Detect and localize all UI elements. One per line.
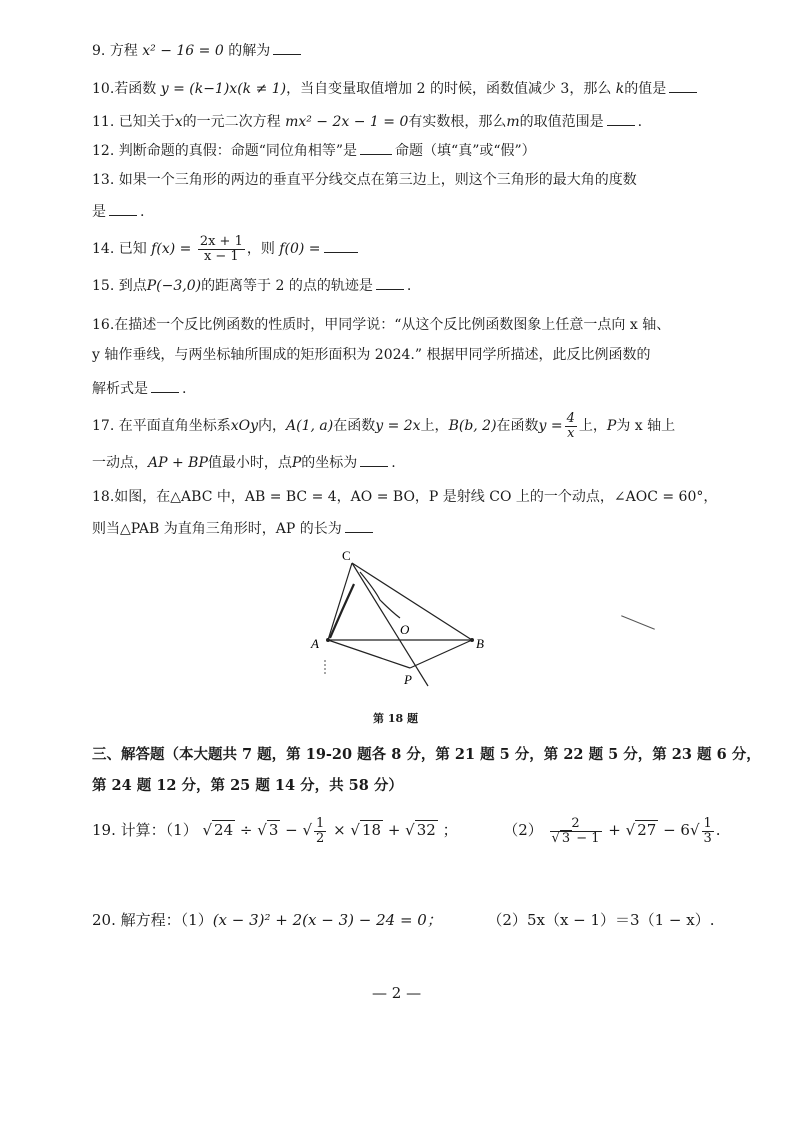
fraction: $\frac{4}{x}$ [566,410,575,441]
segment-pb [410,640,472,668]
answer-blank [273,40,301,55]
question-14: 14. 已知 f(x) = $\frac{2x + 1}{x - 1}$ ，则 f(0) = [92,232,361,266]
question-13: 13. 如果一个三角形的两边的垂直平分线交点在第三边上，则这个三角形的最大角的度数 [92,172,637,188]
section-heading: 三、解答题（本大题共 7 题，第 19-20 题各 8 分，第 21 题 5 分，第 22 题 5 分，第 23 题 6 分， [92,746,761,763]
ray-co [352,563,428,686]
point-b [470,638,474,642]
expression-2: $\frac{2}{√ 3 - 1}$ + √ 27 − 6√ $\frac{1}{3}$ . [551,815,721,846]
question-13-line2: 是 . [92,201,144,222]
label-c: C [342,548,351,563]
fraction: $\frac{2x + 1}{x - 1}$ [199,233,243,264]
answer-blank [151,378,179,393]
label-p: P [404,672,412,687]
question-number: 9. [92,43,106,59]
segment-ca [328,563,352,640]
figure-caption: 第 18 题 [373,712,418,725]
question-19: 19. 计算：（1） √ 24 ÷ √ 3 − √ $\frac{1}{2}$ × √ 18 + √ 32 ； （2） $\frac{2}{√ 3 - 1}$ + √ 27 − 6√ $\frac{1}{3}$ . [92,815,721,846]
question-17: 17. 在平面直角坐标系xOy内，A(1, a)在函数y = 2x上，B(b, 2)在函数y = $\frac{4}{x}$ 上，P为 x 轴上 [92,410,676,441]
question-10: 10.若函数 y = (k−1)x(k ≠ 1)，当自变量取值增加 2 的时候，函数值减少 3，那么 k的值是 [92,78,700,99]
question-16-line3: 解析式是 . [92,378,186,399]
question-12: 12. 判断命题的真假：命题“同位角相等”是 命题（填“真”或“假”） [92,140,536,161]
segment-cb [352,563,472,640]
segment-ap [328,640,410,668]
expression-1: √ 24 ÷ √ 3 − √ $\frac{1}{2}$ × √ 18 + √ 32 ； [202,815,458,846]
answer-blank [376,275,404,290]
answer-blank [669,78,697,93]
question-15: 15. 到点P(−3,0)的距离等于 2 的点的轨迹是 . [92,275,411,296]
question-17-line2: 一动点，AP + BP值最小时，点P的坐标为 . [92,452,396,473]
question-20: 20. 解方程：（1）(x − 3)² + 2(x − 3) − 24 = 0； （2）5x（x − 1）＝3（1 − x）. [92,911,715,929]
scan-mark [621,615,655,629]
answer-blank [109,201,137,216]
question-16: 16.在描述一个反比例函数的性质时，甲同学说：“从这个反比例函数图象上任意一点向 x 轴、 [92,317,671,333]
question-18-line2: 则当△PAB 为直角三角形时，AP 的长为 [92,518,376,539]
question-18: 18.如图，在△ABC 中，AB = BC = 4，AO = BO，P 是射线 CO 上的一个动点，∠AOC = 60°， [92,489,718,505]
answer-blank [360,452,388,467]
question-16-line2: y 轴作垂线，与两坐标轴所围成的矩形面积为 2024.” 根据甲同学所描述，此反比例函数的 [92,347,651,363]
answer-blank [345,518,373,533]
label-o: O [400,622,410,637]
label-b: B [476,636,484,651]
sketch-stroke [360,572,400,618]
page-number: — 2 — [372,984,422,1002]
point-a [326,638,330,642]
question-11: 11. 已知关于x的一元二次方程 mx² − 2x − 1 = 0有实数根，那么m的取值范围是 . [92,111,642,132]
answer-blank [360,140,392,155]
geometry-figure [300,540,500,700]
answer-blank [607,111,635,126]
sketch-stroke [330,584,354,638]
answer-blank [324,238,358,253]
label-a: A [311,636,319,651]
question-9: 9. 方程 x² − 16 = 0 的解为 [92,40,304,61]
section-heading-line2: 第 24 题 12 分，第 25 题 14 分，共 58 分） [92,777,403,794]
